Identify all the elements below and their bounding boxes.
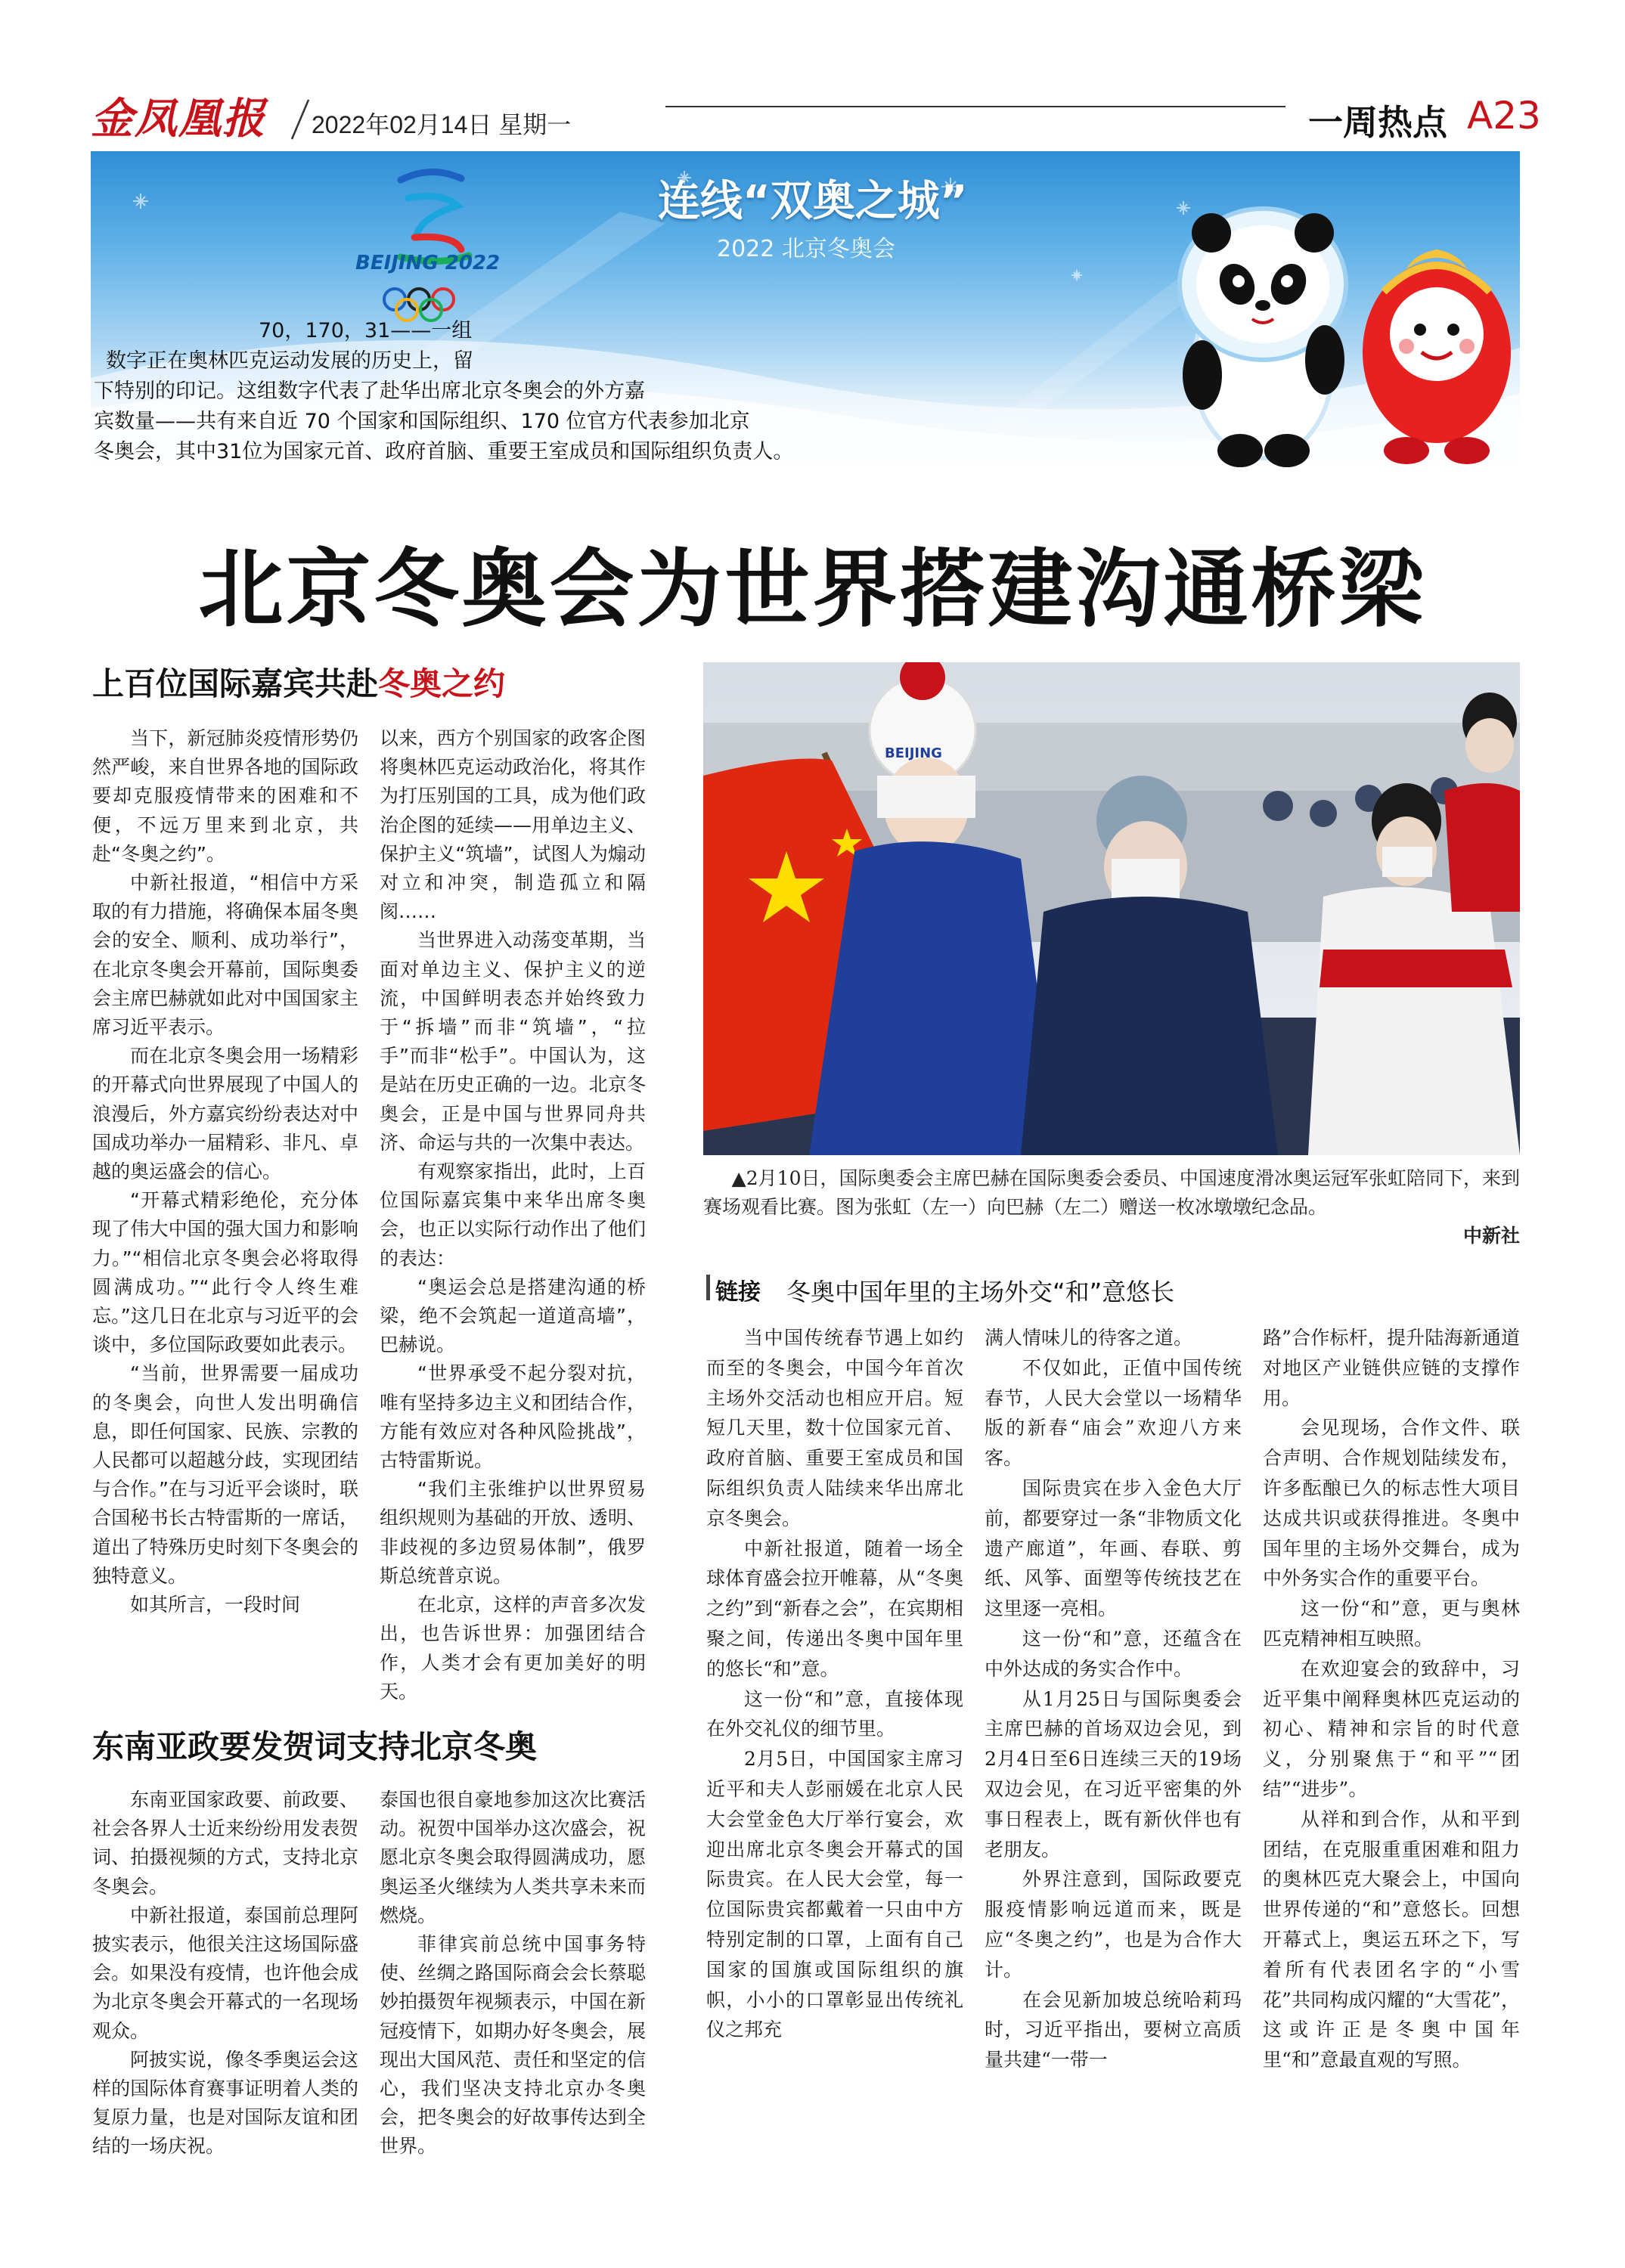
paragraph: “当前，世界需要一届成功的冬奥会，向世人发出明确信息，即任何国家、民族、宗教的人民都可以超越分歧，实现团结与合作。”在与习近平会谈时，联合国秘书长古特雷斯的一席话，道出了特殊历史时刻下冬奥会的独特意义。	[92, 1362, 358, 1587]
article1-column-1	[92, 724, 358, 1619]
section-title: 一周热点	[1308, 102, 1447, 143]
mascots-icon	[1157, 171, 1520, 473]
paragraph: 会见现场，合作文件、联合声明、合作规划陆续发布，许多酝酿已久的标志性大项目达成共识或获得推进。冬奥中国年里的主场外交舞台，成为中外务实合作的重要平台。	[1263, 1417, 1520, 1590]
paragraph: “我们主张维护以世界贸易组织规则为基础的开放、透明、非歧视的多边贸易体制”，俄罗斯总统普京说。	[380, 1478, 646, 1587]
paragraph: 菲律宾前总统中国事务特使、丝绸之路国际商会会长蔡聪妙拍摄贺年视频表示，中国在新冠疫情下，如期办好冬奥会，展现出大国风范、责任和坚定的信心，我们坚决支持北京办冬奥会，把冬奥会的好故事传达到全世界。	[380, 1933, 646, 2158]
article1-subhead-highlight: 冬奥之约	[378, 665, 506, 702]
paragraph: 2月5日，中国国家主席习近平和夫人彭丽媛在北京人民大会堂金色大厅举行宴会，欢迎出席北京冬奥会开幕式的国际贵宾。在人民大会堂，每一位国际贵宾都戴着一只由中方特别定制的口罩，上面有自己国家的国旗或国际组织的旗帜，小小的口罩彰显出传统礼仪之邦充	[706, 1748, 963, 2041]
intro-line: 冬奥会，其中31位为国家元首、政府首脑、重要王室成员和国际组织负责人。	[94, 440, 794, 463]
news-photo-illustration	[703, 662, 1520, 1155]
paragraph: 当中国传统春节遇上如约而至的冬奥会，中国今年首次主场外交活动也相应开启。短短几天里，数十位国家元首、政府首脑、重要王室成员和国际组织负责人陆续来华出席北京冬奥会。	[706, 1327, 963, 1529]
issue-date: 2022年02月14日 星期一	[312, 111, 572, 138]
paragraph: 如其所言，一段时间	[130, 1594, 301, 1616]
banner-title: 连线“双奥之城”	[658, 177, 968, 226]
link-marker	[706, 1275, 710, 1300]
paragraph: “奥运会总是搭建沟通的桥梁，绝不会筑起一道道高墙”，巴赫说。	[380, 1275, 646, 1356]
article1-subhead	[92, 659, 505, 705]
link-column-1	[706, 1323, 963, 2045]
caption-text: ▲2月10日，国际奥委会主席巴赫在国际奥委会委员、中国速度滑冰奥运冠军张虹陪同下，来到赛场观看比赛。图为张虹（左一）向巴赫（左二）赠送一枚冰墩墩纪念品。	[703, 1167, 1520, 1218]
paragraph: 东南亚国家政要、前政要、社会各界人士近来纷纷用发表贺词、拍摄视频的方式，支持北京冬奥会。	[92, 1789, 358, 1898]
paragraph: 在会见新加坡总统哈莉玛时，习近平指出，要树立高质量共建“一带一	[985, 1988, 1242, 2071]
paragraph: 中新社报道，泰国前总理阿披实表示，他很关注这场国际盛会。如果没有疫情，也许他会成为北京冬奥会开幕式的一名现场观众。	[92, 1904, 358, 2042]
main-headline: 北京冬奥会为世界搭建沟通桥梁	[198, 541, 1427, 639]
article1-subhead-prefix: 上百位国际嘉宾共赴	[92, 665, 379, 702]
paragraph: 这一份“和”意，更与奥林匹克精神相互映照。	[1263, 1597, 1520, 1650]
article2-subhead: 东南亚政要发贺词支持北京冬奥	[92, 1728, 538, 1765]
masthead-rule	[665, 106, 1285, 107]
photo-caption	[703, 1164, 1520, 1250]
hat-text: BEIJING	[885, 745, 942, 761]
intro-line: 下特别的印记。这组数字代表了赴华出席北京冬奥会的外方嘉	[94, 380, 645, 403]
masthead-slash-divider	[289, 97, 310, 142]
paragraph: 满人情味儿的待客之道。	[985, 1327, 1193, 1349]
paragraph: 当下，新冠肺炎疫情形势仍然严峻，来自世界各地的国际政要却克服疫情带来的困难和不便，不远万里来到北京，共赴“冬奥之约”。	[92, 727, 358, 865]
intro-line: 宾数量——共有来自近 70 个国家和国际组织、170 位官方代表参加北京	[94, 410, 750, 433]
paragraph: 当世界进入动荡变革期，当面对单边主义、保护主义的逆流，中国鲜明表态并始终致力于“拆墙”而非“筑墙”，“拉手”而非“松手”。中国认为，这是站在历史正确的一边。北京冬奥会，正是中国与世界同舟共济、命运与共的一次集中表达。	[380, 929, 646, 1154]
photo-source: 中新社	[1462, 1225, 1520, 1247]
emblem-wordmark: BEIJING 2022	[355, 252, 501, 274]
paragraph: 中新社报道，“相信中方采取的有力措施，将确保本届冬奥会的安全、顺利、成功举行”，在北京冬奥会开幕前，国际奥委会主席巴赫就如此对中国国家主席习近平表示。	[92, 872, 358, 1039]
paragraph: “开幕式精彩绝伦，充分体现了伟大中国的强大国力和影响力。”“相信北京冬奥会必将取得圆满成功。”“此行令人终生难忘。”这几日在北京与习近平的会谈中，多位国际政要如此表示。	[92, 1189, 358, 1356]
intro-line: 70，170，31——一组	[259, 319, 473, 342]
news-photo	[703, 662, 1520, 1155]
paragraph: 从祥和到合作，从和平到团结，在克服重重困难和阻力的奥林匹克大聚会上，中国向世界传递的“和”意悠长。回想开幕式上，奥运五环之下，写着所有代表团名字的“小雪花”共同构成闪耀的“大雪花”，这或许正是冬奥中国年里“和”意最直观的写照。	[1263, 1808, 1520, 2071]
intro-line: 数字正在奥林匹克运动发展的历史上，留	[106, 349, 473, 373]
paragraph: 泰国也很自豪地参加这次比赛活动。祝贺中国举办这次盛会，祝愿北京冬奥会取得圆满成功，愿奥运圣火继续为人类共享未来而燃烧。	[380, 1789, 646, 1926]
link-label: 链接	[715, 1279, 761, 1306]
link-title: 冬奥中国年里的主场外交“和”意悠长	[786, 1278, 1175, 1306]
paragraph: “世界承受不起分裂对抗，唯有坚持多边主义和团结合作，方能有效应对各种风险挑战”，古特雷斯说。	[380, 1362, 646, 1472]
link-column-3	[1263, 1323, 1520, 2075]
paragraph: 这一份“和”意，直接体现在外交礼仪的细节里。	[706, 1687, 963, 1740]
article2-column-1	[92, 1786, 358, 2161]
newspaper-logo: 金凤凰报	[91, 94, 266, 144]
banner-intro-text	[91, 316, 907, 467]
article2-column-2	[380, 1786, 646, 2161]
beijing-2022-emblem-icon	[348, 165, 514, 324]
paragraph: 路”合作标杆，提升陆海新通道对地区产业链供应链的支撑作用。	[1263, 1327, 1520, 1409]
banner-subtitle: 2022 北京冬奥会	[717, 236, 895, 262]
paragraph: 在北京，这样的声音多次发出，也告诉世界：加强团结合作，人类才会有更加美好的明天。	[380, 1594, 646, 1703]
article1-column-2	[380, 724, 646, 1706]
paragraph: 中新社报道，随着一场全球体育盛会拉开帷幕，从“冬奥之约”到“新春之会”，在宾期相聚之间，传递出冬奥中国年里的悠长“和”意。	[706, 1537, 963, 1680]
paragraph: 在欢迎宴会的致辞中，习近平集中阐释奥林匹克运动的初心、精神和宗旨的时代意义，分别聚焦于“和平”“团结”“进步”。	[1263, 1657, 1520, 1800]
paragraph: 而在北京冬奥会用一场精彩的开幕式向世界展现了中国人的浪漫后，外方嘉宾纷纷表达对中国成功举办一届精彩、非凡、卓越的奥运盛会的信心。	[92, 1045, 358, 1183]
paragraph: 阿披实说，像冬季奥运会这样的国际体育赛事证明着人类的复原力量，也是对国际友谊和团结的一场庆祝。	[92, 2048, 358, 2158]
paragraph: 这一份“和”意，还蕴含在中外达成的务实合作中。	[985, 1627, 1242, 1680]
page-number: A23	[1467, 94, 1541, 138]
paragraph: 不仅如此，正值中国传统春节，人民大会堂以一场精华版的新春“庙会”欢迎八方来客。	[985, 1356, 1242, 1470]
paragraph: 以来，西方个别国家的政客企图将奥林匹克运动政治化，将其作为打压别国的工具，成为他们政治企图的延续——用单边主义、保护主义“筑墙”，试图人为煽动对立和冲突，制造孤立和隔阂……	[380, 727, 646, 923]
link-column-2	[985, 1323, 1242, 2075]
paragraph: 国际贵宾在步入金色大厅前，都要穿过一条“非物质文化遗产廊道”，年画、春联、剪纸、风筝、面塑等传统技艺在这里逐一亮相。	[985, 1476, 1242, 1620]
paragraph: 外界注意到，国际政要克服疫情影响远道而来，既是应“冬奥之约”，也是为合作大计。	[985, 1868, 1242, 1981]
paragraph: 有观察家指出，此时，上百位国际嘉宾集中来华出席冬奥会，也正以实际行动作出了他们的表达：	[380, 1160, 646, 1269]
paragraph: 从1月25日与国际奥委会主席巴赫的首场双边会见，到2月4日至6日连续三天的19场双边会见，在习近平密集的外事日程表上，既有新伙伴也有老朋友。	[985, 1687, 1242, 1861]
